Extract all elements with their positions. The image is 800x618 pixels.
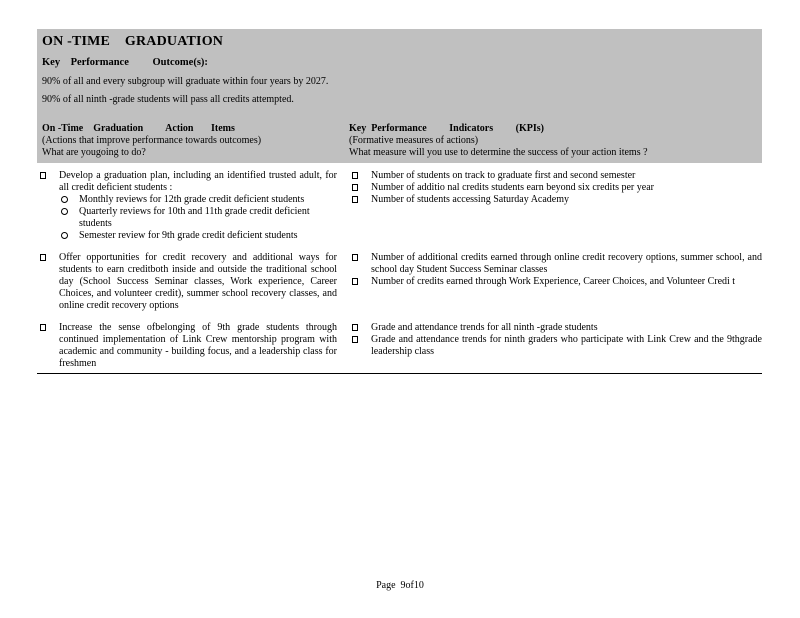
bullet-box-icon (352, 196, 358, 203)
table-bottom-rule (37, 373, 762, 374)
kpi-column-header (349, 123, 648, 159)
list-item (349, 194, 762, 206)
kpi-text: Number of students on track to graduate first and second semester (371, 170, 636, 181)
bullet-box-icon (40, 324, 46, 331)
kpi-cell (349, 322, 762, 358)
kpi-cell (349, 252, 762, 288)
kpi-heading: Key Performance Indicators (KPIs) (349, 123, 544, 134)
kpi-text: Number of students accessing Saturday Academy (371, 194, 570, 205)
list-item (349, 276, 762, 288)
kpi-text: Grade and attendance trends for ninth graders who participate with Link Crew and the 9thgrade leadership class (371, 334, 762, 357)
circle-bullet-icon (61, 232, 68, 239)
actions-column-header (42, 123, 261, 159)
bullet-box-icon (352, 278, 358, 285)
kpi-text: Number of additio nal credits students earn beyond six credits per year (371, 182, 654, 193)
circle-bullet-icon (61, 196, 68, 203)
sub-list-item (37, 194, 337, 206)
sub-item-text: Semester review for 9th grade credit deficient students (79, 230, 298, 241)
bullet-box-icon (352, 184, 358, 191)
list-item (349, 322, 762, 334)
list-item (349, 182, 762, 194)
action-text: Develop a graduation plan, including an identified trusted adult, for all credit deficient students : (59, 170, 337, 193)
outcome-1: 90% of all and every subgroup will graduate within four years by 2027. (42, 76, 329, 87)
kpi-question: What measure will you use to determine the success of your action items ? (349, 147, 648, 158)
list-item (37, 170, 337, 194)
bullet-box-icon (40, 172, 46, 179)
key-performance-outcomes-label: Key Performance Outcome(s): (42, 57, 208, 68)
sub-list-item (37, 206, 337, 230)
circle-bullet-icon (61, 208, 68, 215)
bullet-box-icon (352, 324, 358, 331)
list-item (37, 322, 337, 370)
list-item (349, 252, 762, 276)
kpi-text: Number of additional credits earned through online credit recovery options, summer school, and school day Student Success Seminar classes (371, 252, 762, 275)
list-item (349, 334, 762, 358)
kpi-text: Grade and attendance trends for all ninth -grade students (371, 322, 598, 333)
actions-subheading: (Actions that improve performance towards outcomes) (42, 135, 262, 146)
bullet-box-icon (352, 254, 358, 261)
header-band (37, 29, 762, 163)
actions-heading: On -Time Graduation Action Items (42, 123, 235, 134)
kpi-subheading: (Formative measures of actions) (349, 135, 479, 146)
page-title: ON -TIME GRADUATION (42, 34, 224, 49)
action-cell (37, 252, 337, 312)
action-cell (37, 170, 337, 242)
kpi-cell (349, 170, 762, 206)
sub-item-text: Monthly reviews for 12th grade credit deficient students (79, 194, 305, 205)
action-cell (37, 322, 337, 370)
action-text: Increase the sense ofbelonging of 9th grade students through continued implementation of Link Crew mentorship program with academic and community - building focus, and a leadership class for freshmen (59, 322, 337, 369)
page-number: Page 9of10 (376, 580, 424, 591)
sub-item-text: Quarterly reviews for 10th and 11th grade credit deficient students (79, 206, 310, 229)
bullet-box-icon (40, 254, 46, 261)
bullet-box-icon (352, 336, 358, 343)
bullet-box-icon (352, 172, 358, 179)
sub-list-item (37, 230, 337, 242)
list-item (349, 170, 762, 182)
kpi-text: Number of credits earned through Work Experience, Career Choices, and Volunteer Credi t (371, 276, 736, 287)
actions-question: What are yougoing to do? (42, 147, 146, 158)
action-text: Offer opportunities for credit recovery and additional ways for students to earn creditboth inside and outside the traditional school day (School Success Seminar classes, Work experience, Career Choices, and volunteer credit), summer school recovery classes, and online credit recovery options (59, 252, 337, 311)
outcome-2: 90% of all ninth -grade students will pass all credits attempted. (42, 94, 294, 105)
list-item (37, 252, 337, 312)
